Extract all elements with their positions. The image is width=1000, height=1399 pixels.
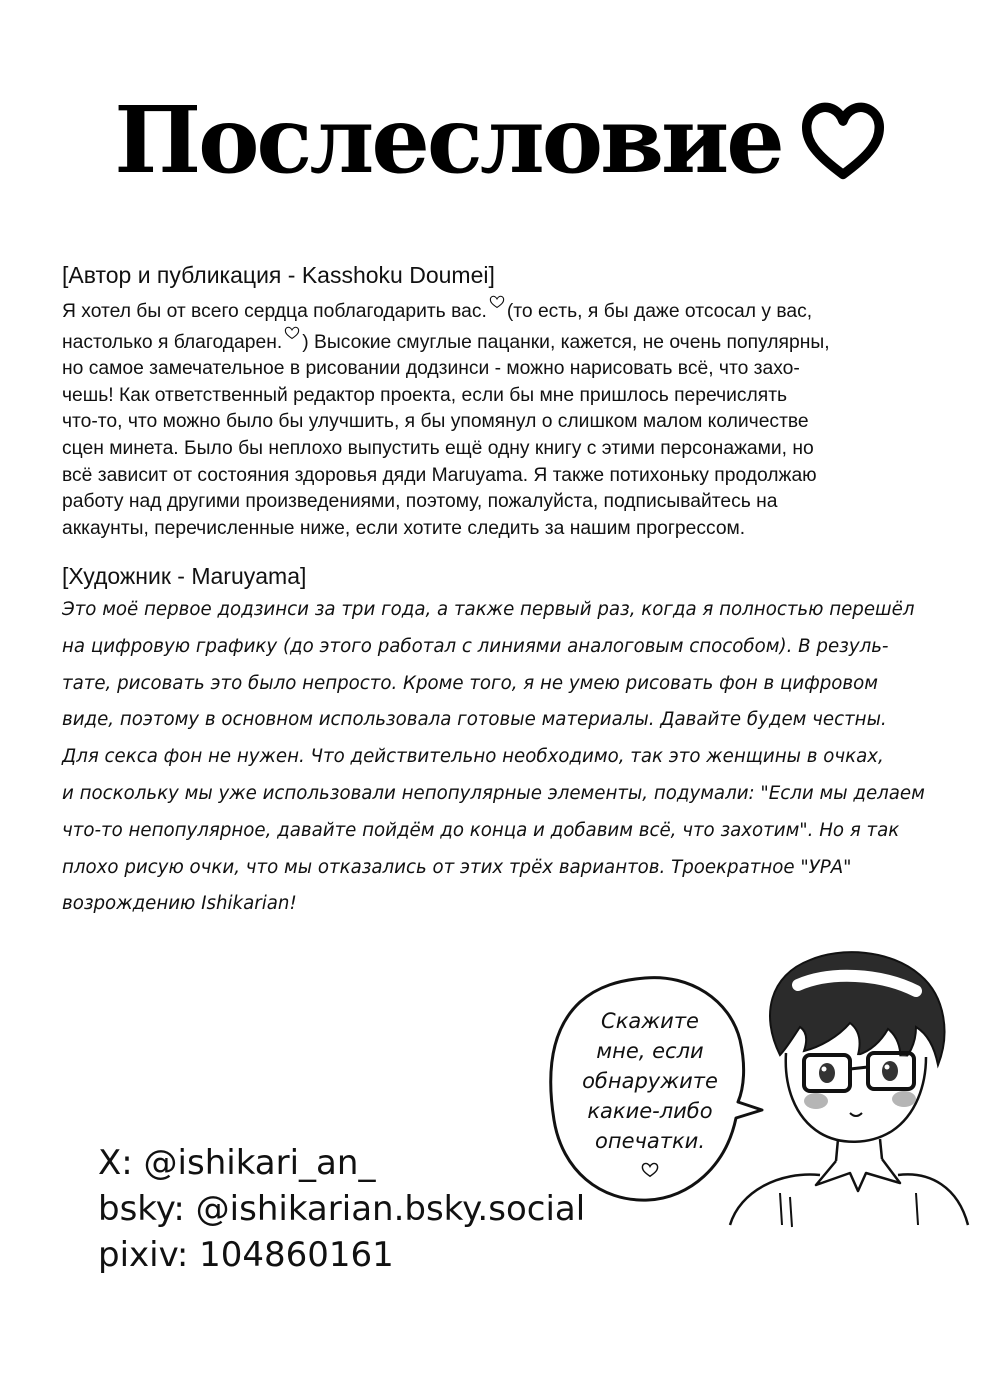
title-text: Послесловие (114, 86, 782, 194)
social-x: X: @ishikari_an_ (98, 1143, 376, 1183)
small-heart-icon (284, 326, 300, 340)
text-fragment: настолько я благодарен. (62, 331, 283, 353)
artist-line: возрождению Ishikarian! (62, 893, 297, 915)
bubble-line: опечатки. (594, 1129, 705, 1153)
artist-text (62, 592, 940, 923)
bubble-line: обнаружите (582, 1069, 718, 1093)
social-pixiv: pixiv: 104860161 (98, 1235, 394, 1275)
text-fragment: Я хотел бы от всего сердца поблагодарить вас. (62, 301, 487, 322)
bubble-text (570, 1006, 730, 1186)
small-heart-icon (641, 1162, 659, 1178)
artist-line: что-то непопулярное, давайте пойдём до конца и добавим всё, что захотим". Но я так (62, 819, 900, 841)
artist-line: виде, поэтому в основном использовала готовые материалы. Давайте будем честны. (62, 709, 887, 731)
author-line: аккаунты, перечисленные ниже, если хотите следить за нашим прогрессом. (62, 517, 746, 539)
artist-line: и поскольку мы уже использовали непопулярные элементы, подумали: "Если мы делаем (62, 782, 925, 804)
author-line (62, 295, 940, 326)
bubble-line: Скажите (601, 1009, 699, 1033)
small-heart-icon (489, 295, 505, 309)
bubble-line: мне, если (596, 1039, 704, 1063)
author-line: что-то, что можно было бы улучшить, я бы упомянул о слишком малом количестве (62, 411, 809, 433)
author-heading: [Автор и публикация - Kasshoku Doumei] (62, 262, 495, 288)
artist-character-illustration (720, 935, 970, 1235)
artist-line: на цифровую графику (до этого работал с линиями аналоговым способом). В резуль- (62, 635, 889, 657)
author-line: сцен минета. Было бы неплохо выпустить ещё одну книгу с этими персонажами, но (62, 437, 814, 459)
author-line: но самое замечательное в рисовании додзинси - можно нарисовать всё, что захо- (62, 358, 800, 380)
author-line: чешь! Как ответственный редактор проекта, если бы мне пришлось перечислять (62, 384, 788, 406)
artist-line: Это моё первое додзинси за три года, а также первый раз, когда я полностью перешёл (62, 599, 915, 620)
social-bsky: bsky: @ishikarian.bsky.social (98, 1189, 586, 1229)
artist-section (62, 563, 940, 923)
author-line (62, 326, 940, 357)
artist-line: тате, рисовать это было непросто. Кроме того, я не умею рисовать фон в цифровом (62, 672, 878, 694)
social-links (98, 1140, 585, 1278)
author-text (62, 295, 940, 542)
artist-heading: [Художник - Maruyama] (62, 563, 307, 589)
author-line: работу над другими произведениями, поэтому, пожалуйста, подписывайтесь на (62, 491, 778, 513)
author-line: всё зависит от состояния здоровья дяди Maruyama. Я также потихоньку продолжаю (62, 464, 817, 486)
artist-line: плохо рисую очки, что мы отказались от этих трёх вариантов. Троекратное "УРА" (62, 856, 852, 878)
artist-line: Для секса фон не нужен. Что действительно необходимо, так это женщины в очках, (62, 746, 884, 768)
bubble-line: какие-либо (587, 1099, 713, 1123)
text-fragment: ) Высокие смуглые пацанки, кажется, не очень популярны, (302, 331, 830, 353)
heart-outline-icon (800, 100, 886, 180)
author-section (62, 262, 940, 542)
page-title (0, 70, 1000, 210)
text-fragment: (то есть, я бы даже отсосал у вас, (506, 301, 813, 322)
